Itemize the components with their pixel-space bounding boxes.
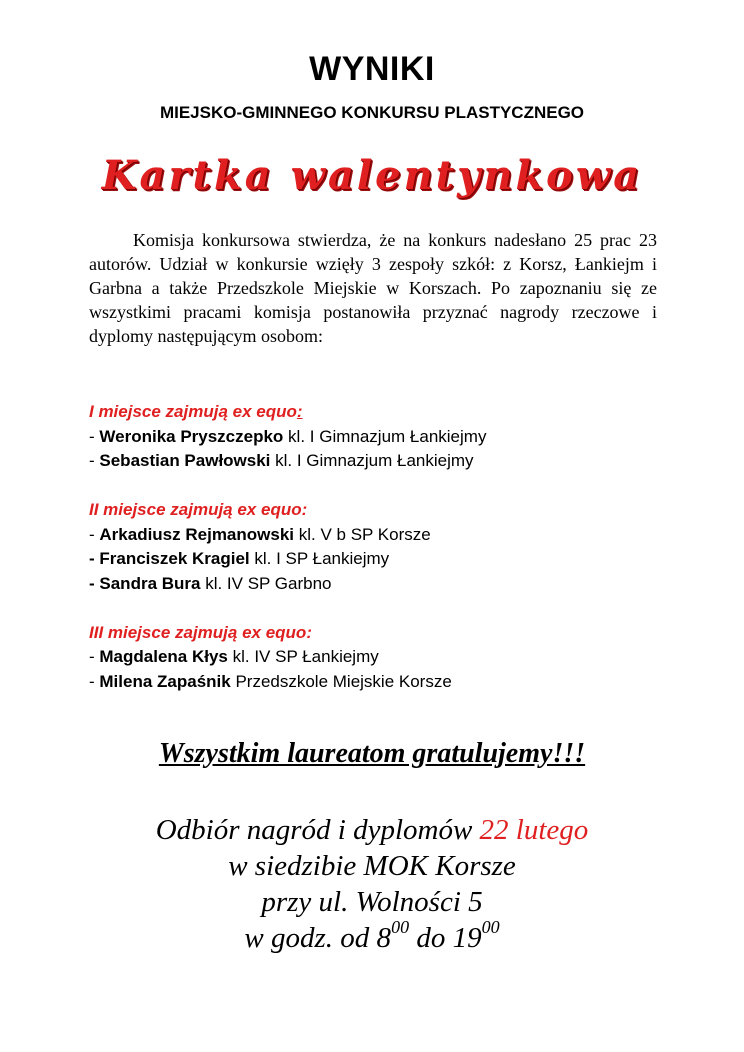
place-heading-3 (89, 621, 689, 646)
winner-dash: - (89, 451, 100, 470)
winner-name: Magdalena Kłys (99, 647, 228, 666)
winner-dash: - (89, 573, 100, 593)
winner-details: kl. I Gimnazjum Łankiejmy (283, 426, 487, 446)
page-title: WYNIKI (309, 50, 435, 88)
winner-row (89, 425, 689, 450)
winner-name: Weronika Pryszczepko (99, 426, 284, 446)
pickup-line-address: przy ul. Wolności 5 (261, 886, 483, 918)
hours-from-minutes: 00 (391, 917, 410, 937)
place-label: I miejsce zajmują ex equo (89, 402, 297, 421)
spacer (89, 474, 689, 499)
winner-row (89, 547, 689, 572)
winner-details: kl. IV SP Garbno (200, 573, 332, 593)
place-label: II miejsce zajmują ex equo: (89, 500, 308, 519)
winner-row (89, 449, 689, 474)
winner-dash: - (89, 671, 100, 691)
winner-row (89, 572, 689, 597)
place-colon: : (296, 402, 303, 421)
results-section (89, 400, 689, 694)
page-subtitle: MIEJSKO-GMINNEGO KONKURSU PLASTYCZNEGO (159, 103, 585, 122)
winner-details: kl. I SP Łankiejmy (249, 549, 390, 568)
winner-row (89, 670, 689, 695)
hours-to-minutes: 00 (481, 917, 500, 937)
winner-name: Milena Zapaśnik (99, 671, 231, 691)
winner-dash: - (89, 524, 100, 544)
hours-prefix: w godz. od 8 (244, 922, 392, 954)
pickup-info (0, 812, 744, 956)
pickup-line-hours (0, 917, 744, 956)
pickup-date: 22 lutego (479, 814, 589, 846)
congratulations-heading: Wszystkim laureatom gratulujemy!!! (158, 738, 586, 769)
pickup-line-date (0, 812, 744, 848)
winner-name: Sebastian Pawłowski (99, 451, 271, 470)
winner-dash: - (89, 549, 100, 568)
winner-name: Arkadiusz Rejmanowski (99, 524, 295, 544)
pickup-line-location: w siedzibie MOK Korsze (228, 850, 516, 882)
winner-name: Franciszek Kragiel (99, 549, 250, 568)
winner-dash: - (89, 647, 100, 666)
place-label: III miejsce zajmują ex equo: (89, 622, 312, 642)
place-heading-2 (89, 498, 689, 523)
pickup-text: Odbiór nagród i dyplomów (155, 814, 480, 846)
winner-details: kl. IV SP Łankiejmy (227, 647, 379, 666)
winner-dash: - (89, 426, 100, 446)
hours-middle: do 19 (409, 922, 482, 954)
intro-paragraph: Komisja konkursowa stwierdza, że na konkurs nadesłano 25 prac 23 autorów. Udział w konkursie wzięły 3 zespoły szkół: z Korsz, Łankiejm i Garbna a także Przedszkole Miejskie w Korszach. Po zapoznaniu się ze wszystkimi pracami komisja postanowiła przyznać nagrody rzeczowe i dyplomy następującym osobom: (89, 230, 657, 346)
place-heading-1 (89, 400, 689, 425)
winner-details: kl. V b SP Korsze (294, 524, 431, 544)
winner-details: Przedszkole Miejskie Korsze (230, 671, 452, 691)
winner-details: kl. I Gimnazjum Łankiejmy (270, 451, 474, 470)
winner-row (89, 523, 689, 548)
winner-row (89, 645, 689, 670)
contest-name-heading: Kartka walentynkowa (101, 152, 643, 199)
winner-name: Sandra Bura (99, 573, 201, 593)
spacer (89, 596, 689, 621)
